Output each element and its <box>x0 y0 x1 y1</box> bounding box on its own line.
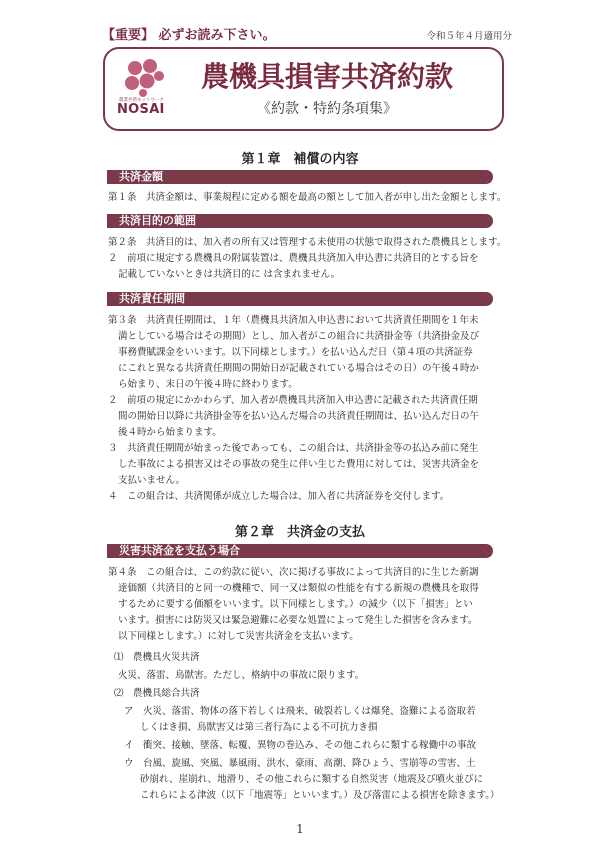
article-line: 第３条 共済責任期間は、１年（農機具共済加入申込書において共済責任期間を１年未 <box>108 315 479 326</box>
article-line: 間の開始日以降に共済掛金等を払い込んだ場合の共済責任期間は、払い込んだ日の午 <box>118 411 480 422</box>
section-heading: 共済責任期間 <box>119 292 185 305</box>
article-line: 支払いません。 <box>118 475 186 486</box>
section-heading-bar <box>107 292 493 306</box>
article-line: 達価額（共済目的と同一の機種で、同一又は類似の性能を有する新規の農機具を取得 <box>118 583 479 594</box>
section-heading: 災害共済金を支払う場合 <box>119 544 240 557</box>
sub-item-line: イ 衝突、接触、墜落、転覆、異物の巻込み、その他これらに類する稼働中の事故 <box>124 740 477 751</box>
article-line: 第２条 共済目的は、加入者の所有又は管理する未使用の状態で取得された農機具とします。 <box>108 237 507 248</box>
item-label: ⑵ 農機具総合共済 <box>114 688 200 699</box>
logo-small-text: 農業共済ネットワーク <box>119 98 164 103</box>
article-line: ４ この組合は、共済関係が成立した場合は、加入者に共済証券を交付します。 <box>108 491 450 502</box>
section-heading-bar <box>107 170 493 184</box>
section-heading-bar <box>107 544 493 558</box>
sub-item-line: ウ 台風、旋風、突風、暴風雨、洪水、豪雨、高潮、降ひょう、雪崩等の雪害、土 <box>124 758 476 769</box>
nosai-logo <box>117 58 172 116</box>
article-line: 満としている場合はその期間）とし、加入者がこの組合に共済掛金等（共済掛金及び <box>118 331 480 342</box>
article-line: ２ 前項の規定にかかわらず、加入者が農機具共済加入申込書に記載された共済責任期 <box>108 395 478 406</box>
section-heading-bar <box>107 214 493 228</box>
article-line: います。損害には防災又は緊急避難に必要な処置によって発生した損害を含みます。 <box>118 615 478 626</box>
title-box <box>103 47 504 131</box>
nosai-logo-icon <box>123 58 165 98</box>
article-line: した事故による損害又はその事故の発生に伴い生じた費用に対しては、災害共済金を <box>118 459 480 470</box>
document-subtitle: 《約款・特約条項集》 <box>257 101 397 117</box>
sub-item-line: 砂崩れ、崖崩れ、地滑り、その他これらに類する自然災害（地震及び噴火並びに <box>140 774 484 785</box>
article-line: 記載していないときは共済目的に は含まれません。 <box>118 269 341 280</box>
article-line: ら始まり、末日の午後４時に終わります。 <box>118 379 298 390</box>
article-line: 第１条 共済金額は、事業規程に定める額を最高の額として加入者が申し出た金額とします。 <box>108 192 507 203</box>
logo-text: NOSAI <box>117 102 165 117</box>
article-line: ２ 前項に規定する農機具の附属装置は、農機具共済加入申込書に共済目的とする旨を <box>108 253 479 264</box>
section-heading: 共済目的の範囲 <box>119 214 196 227</box>
article-line: 後４時から始まります。 <box>118 427 222 438</box>
document-title: 農機具損害共済約款 <box>201 60 454 93</box>
chapter-2-heading: 第２章 共済金の支払 <box>234 525 365 540</box>
article-line: 以下同様とします。）に対して災害共済金を支払います。 <box>118 631 359 642</box>
article-line: 事務費賦課金をいいます。以下同様とします。）を払い込んだ日（第４項の共済証券 <box>118 347 473 358</box>
sub-item-line: ア 火災、落雷、物体の落下若しくは飛来、破裂若しくは爆発、盗難による盗取若 <box>124 706 476 717</box>
sub-item-line: しくはき損、鳥獣害又は第三者行為による不可抗力き損 <box>140 722 378 733</box>
page-number: 1 <box>296 822 304 836</box>
effective-date: 令和５年４月適用分 <box>426 31 512 42</box>
article-line: するために要する価額をいいます。以下同様とします。）の減少（以下「損害」とい <box>118 599 473 610</box>
chapter-1-heading: 第１章 補償の内容 <box>241 152 359 167</box>
article-line: にこれと異なる共済責任期間の開始日が記載されている場合はその日）の午後４時か <box>118 363 480 374</box>
item-label: ⑴ 農機具火災共済 <box>114 652 200 663</box>
article-line: ３ 共済責任期間が始まった後であっても、この組合は、共済掛金等の払込み前に発生 <box>108 443 479 454</box>
item-text: 火災、落雷、鳥獣害。ただし、格納中の事故に限ります。 <box>118 670 365 681</box>
article-line: 第４条 この組合は、この約款に従い、次に掲げる事故によって共済目的に生じた新調 <box>108 567 479 578</box>
sub-item-line: これらによる津波（以下「地震等」といいます。）及び落雷による損害を除きます。） <box>140 790 500 801</box>
section-heading: 共済金額 <box>119 170 163 183</box>
important-notice: 【重要】 必ずお読み下さい。 <box>102 28 276 43</box>
